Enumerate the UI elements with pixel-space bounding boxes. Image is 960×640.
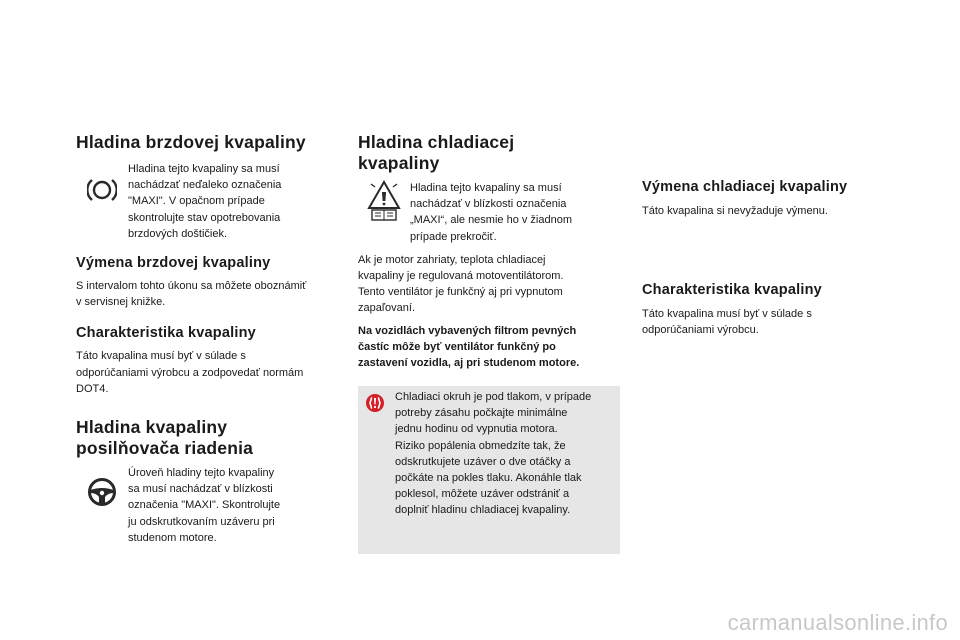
coolant-char-title: Charakteristika kvapaliny: [642, 282, 822, 299]
coolant-change-text: [642, 203, 882, 219]
warning-line: počkáte na pokles tlaku. Akonáhle tlak: [395, 472, 582, 485]
steering-line: označenia "MAXI". Skontrolujte: [128, 499, 281, 512]
brake-char-line: DOT4.: [76, 382, 109, 395]
watermark: carmanualsonline.info: [727, 610, 948, 635]
brake-title: Hladina brzdovej kvapaliny: [76, 132, 306, 152]
coolant-char-text: [642, 306, 882, 338]
steering-line: studenom motore.: [128, 531, 217, 544]
coolant-fan-line: Na vozidlách vybavených filtrom pevných: [358, 324, 577, 337]
warning-line: jednu hodinu od vypnutia motora.: [395, 423, 558, 436]
coolant-intro-line: nachádzať v blízkosti označenia: [410, 198, 567, 211]
brake-change-text: [76, 278, 341, 310]
steering-title-line: Hladina kvapaliny: [76, 417, 228, 438]
steering-row: [76, 465, 341, 546]
coolant-warning-box: [358, 386, 620, 554]
coolant-line: kvapaliny je regulovaná motoventilátorom.: [358, 270, 564, 283]
coolant-maintenance-section: [642, 178, 882, 339]
coolant-char-line: odporúčaniami výrobcu.: [642, 324, 759, 337]
brake-intro-line: "MAXI". V opačnom prípade: [128, 195, 265, 208]
brake-warning-icon: [76, 161, 128, 203]
coolant-intro-line: „MAXI“, ale nesmie ho v žiadnom: [410, 214, 573, 227]
steering-line: sa musí nachádzať v blízkosti: [128, 483, 273, 496]
steering-line: Úroveň hladiny tejto kvapaliny: [128, 467, 275, 480]
warning-line: doplniť hladinu chladiacej kvapaliny.: [395, 504, 571, 517]
coolant-intro-text: [410, 180, 620, 245]
coolant-char-line: Táto kvapalina musí byť v súlade s: [642, 308, 812, 321]
brake-intro-line: skontrolujte stav opotrebovania: [128, 211, 281, 224]
coolant-intro-line: prípade prekročiť.: [410, 230, 497, 243]
steering-title-line: posilňovača riadenia: [76, 438, 254, 459]
coolant-service-icon: [358, 180, 410, 222]
brake-intro-row: [76, 161, 341, 242]
coolant-change-line: Táto kvapalina si nevyžaduje výmenu.: [642, 205, 828, 217]
brake-intro-line: brzdových doštičiek.: [128, 227, 228, 240]
coolant-warning-text: [395, 389, 617, 519]
coolant-fan-line: častíc môže byť ventilátor funkčný po: [358, 340, 556, 353]
brake-intro-text: [128, 161, 341, 242]
warning-line: potreby zásahu počkajte minimálne: [395, 407, 568, 420]
warning-line: odskrutkujete uzáver o dve otáčky a: [395, 455, 571, 468]
brake-change-line: S intervalom tohto úkonu sa môžete oboznámiť: [76, 280, 307, 293]
brake-change-line: v servisnej knižke.: [76, 296, 166, 309]
warning-line: poklesol, môžete uzáver odstrániť a: [395, 488, 570, 501]
warning-line: Chladiaci okruh je pod tlakom, v prípade: [395, 391, 592, 403]
coolant-intro-row: [358, 180, 620, 245]
coolant-fan-note: [358, 323, 620, 372]
coolant-line: Tento ventilátor je funkčný aj pri vypnutom: [358, 286, 563, 299]
coolant-change-title: Výmena chladiacej kvapaliny: [642, 179, 848, 195]
coolant-title-line: Hladina chladiacej: [358, 132, 515, 152]
steering-wheel-icon: [76, 465, 128, 507]
coolant-section: [358, 132, 620, 371]
brake-char-text: [76, 348, 341, 397]
brake-char-line: odporúčaniami výrobcu a zodpovedať normám: [76, 366, 304, 379]
coolant-title: [358, 132, 620, 174]
coolant-title-line: kvapaliny: [358, 153, 440, 173]
danger-icon: [366, 394, 384, 417]
steering-line: ju odskrutkovaním uzáveru pri: [128, 515, 275, 528]
coolant-intro-line: Hladina tejto kvapaliny sa musí: [410, 182, 562, 194]
brake-intro-line: nachádzať neďaleko označenia: [128, 179, 282, 192]
brake-section: [76, 132, 341, 546]
coolant-line: zapaľovaní.: [358, 302, 416, 315]
steering-text: [128, 465, 341, 546]
warning-line: Riziko popálenia obmedzíte tak, že: [395, 439, 566, 452]
brake-char-title: Charakteristika kvapaliny: [76, 325, 256, 342]
brake-char-line: Táto kvapalina musí byť v súlade s: [76, 350, 246, 363]
coolant-line: Ak je motor zahriaty, teplota chladiacej: [358, 253, 546, 266]
steering-title: [76, 417, 341, 459]
coolant-fan-line: zastavení vozidla, aj pri studenom motore.: [358, 357, 580, 370]
brake-change-title: Výmena brzdovej kvapaliny: [76, 255, 271, 272]
brake-intro-line: Hladina tejto kvapaliny sa musí: [128, 163, 280, 175]
coolant-text: [358, 252, 620, 317]
